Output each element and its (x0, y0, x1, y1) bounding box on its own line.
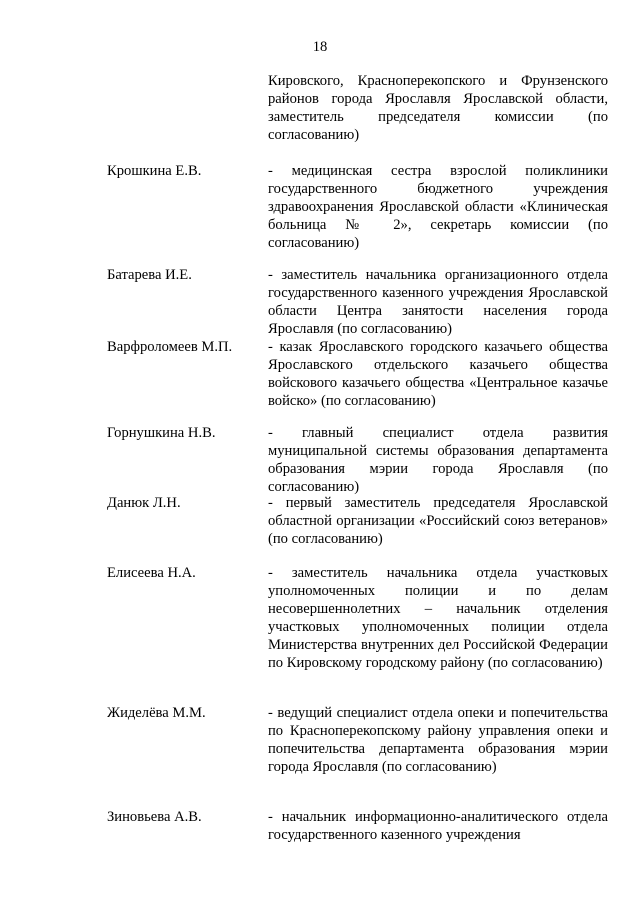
member-description: - заместитель начальника организационного отдела государственного казенного учреждения Ярославской области Центра занятости населения города Ярославля (по согласованию) (268, 267, 608, 337)
member-name: Батарева И.Е. (107, 267, 192, 283)
member-name: Елисеева Н.А. (107, 565, 196, 581)
member-description: - медицинская сестра взрослой поликлиники государственного бюджетного учреждения здравоохранения Ярославской области «Клиническая больница № 2», секретарь комиссии (по согласованию) (268, 163, 608, 251)
member-name: Варфроломеев М.П. (107, 339, 233, 355)
page-number: 18 (312, 39, 328, 55)
member-name: Крошкина Е.В. (107, 163, 202, 179)
member-description: - ведущий специалист отдела опеки и попечительства по Красноперекопскому району управления опеки и попечительства департамента образования мэрии города Ярославля (по согласованию) (268, 705, 608, 775)
member-name: Данюк Л.Н. (107, 495, 181, 511)
member-description: - начальник информационно-аналитического отдела государственного казенного учреждения (268, 809, 608, 843)
member-name: Зиновьева А.В. (107, 809, 202, 825)
member-description: - первый заместитель председателя Ярославской областной организации «Российский союз ветеранов» (по согласованию) (268, 495, 608, 547)
member-name: Горнушкина Н.В. (107, 425, 216, 441)
member-description: - заместитель начальника отдела участковых уполномоченных полиции и по делам несовершеннолетних – начальник отделения участковых уполномоченных полиции отдела Министерства внутренних дел Российской Федерации по Кировскому городскому району (по согласованию) (268, 565, 608, 671)
continuation-text: Кировского, Красноперекопского и Фрунзенского районов города Ярославля Ярославской области, заместитель председателя комиссии (по согласованию) (268, 73, 608, 143)
member-name: Жиделёва М.М. (107, 705, 206, 721)
member-description: - казак Ярославского городского казачьего общества Ярославского отдельского казачьего общества войскового казачьего общества «Центральное казачье войско» (по согласованию) (268, 339, 608, 409)
member-description: - главный специалист отдела развития муниципальной системы образования департамента образования мэрии города Ярославля (по согласованию) (268, 425, 608, 495)
